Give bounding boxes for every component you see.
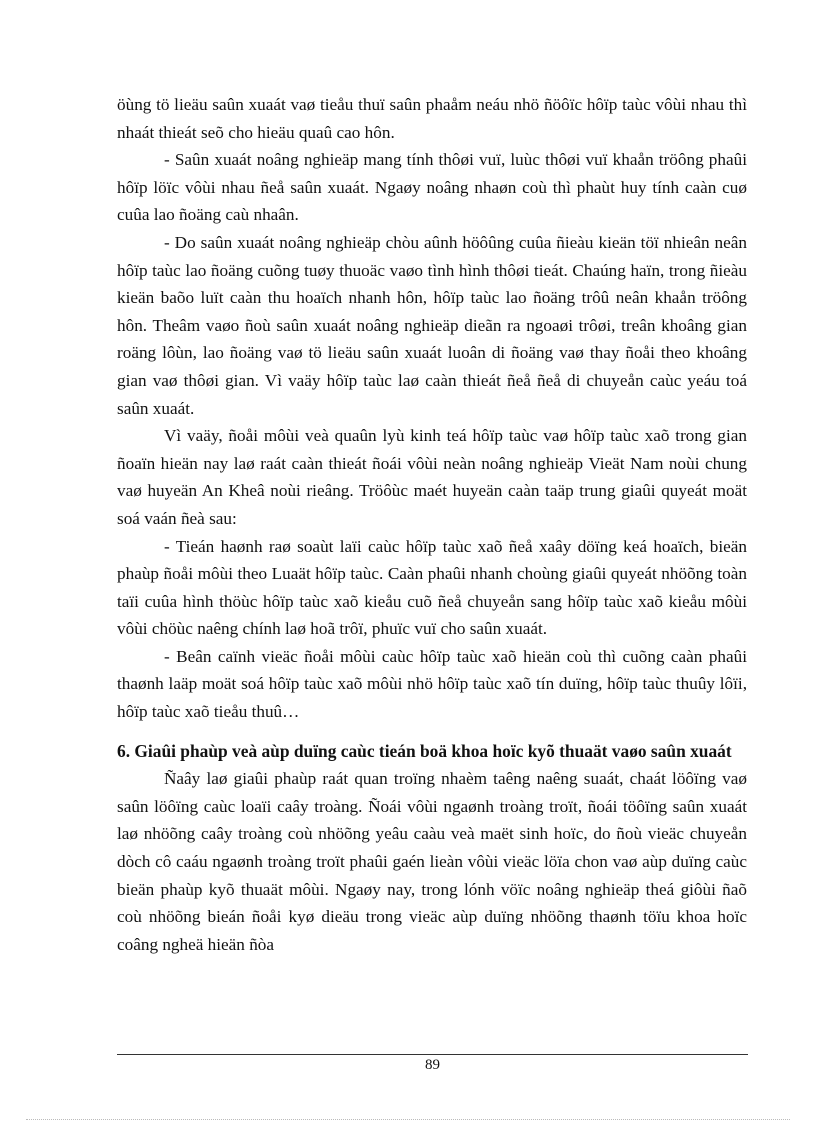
bullet-paragraph: - Saûn xuaát noâng nghieäp mang tính thôøi vuï, luùc thôøi vuï khaån tröông phaûi hôïp löïc vôùi nhau ñeå saûn xuaát. Ngaøy noâng nhaøn coù thì phaùt huy tính caàn cuø cuûa lao ñoäng caù nhaân. [117,150,747,225]
body-paragraph: Ñaây laø giaûi phaùp raát quan troïng nhaèm taêng naêng suaát, chaát löôïng vaø saûn löôïng caùc loaïi caây troàng. Ñoái vôùi ngaønh troàng troït, ñoái töôïng saûn xuaát laø nhöõng caây troàng coù nhöõng yeâu caàu veà maët sinh hoïc, do ñoù vieäc chuyeån dòch cô caáu ngaønh troàng troït phaûi gaén lieàn vôùi vieäc löïa chon vaø aùp duïng caùc bieän phaùp kyõ thuaät môùi. Ngaøy nay, trong lónh vöïc noâng nghieäp theá giôùi ñaõ coù nhöõng bieán ñoåi kyø dieäu trong vieäc aùp duïng nhöõng thaønh töïu khoa hoïc coâng ngheä hieän ñòa [117,769,747,954]
bullet-paragraph: - Tieán haønh raø soaùt laïi caùc hôïp taùc xaõ ñeå xaây döïng keá hoaïch, bieän phaùp ñoåi môùi theo Luaät hôïp taùc. Caàn phaûi nhanh choùng giaûi quyeát nhöõng toàn taïi cuûa hình thöùc hôïp taùc xaõ kieåu cuõ ñeå chuyeån sang hôïp taùc xaõ kieåu môùi vôùi chöùc naêng chính laø hoã trôï, phuïc vuï cho saûn xuaát. [117,536,747,639]
page-bottom-border [26,1119,790,1120]
body-paragraph: Vì vaäy, ñoåi môùi veà quaûn lyù kinh teá hôïp taùc vaø hôïp taùc xaõ trong gian ñoaïn hieän nay laø raát caàn thieát ñoái vôùi neàn noâng nghieäp Vieät Nam noùi chung vaø huyeän An Kheâ noùi rieâng. Tröôùc maét huyeän caàn taäp trung giaûi quyeát moät soá vaán ñeà sau: [117,426,747,528]
page-number: 89 [425,1057,440,1073]
paragraph-continuation: öùng tö lieäu saûn xuaát vaø tieåu thuï saûn phaåm neáu nhö ñöôïc hôïp taùc vôùi nhau thì nhaát thieát seõ cho hieäu quaû cao hôn. [117,95,747,142]
page-body [117,91,747,958]
bullet-paragraph: - Beân caïnh vieäc ñoåi môùi caùc hôïp taùc xaõ hieän coù thì cuõng caàn phaûi thaønh laäp moät soá hôïp taùc xaõ môùi nhö hôïp taùc xaõ tín duïng, hôïp taùc thuûy lôïi, hôïp taùc xaõ tieåu thuû… [117,646,747,722]
section-heading: 6. Giaûi phaùp veà aùp duïng caùc tieán boä khoa hoïc kyõ thuaät vaøo saûn xuaát [117,740,732,761]
bullet-paragraph: - Do saûn xuaát noâng nghieäp chòu aûnh höôûng cuûa ñieàu kieän töï nhieân neân hôïp taùc lao ñoäng cuõng tuøy thuoäc vaøo tình hình thôøi tieát. Chaúng haïn, trong ñieàu kieän baõo luït caàn thu hoaïch nhanh hôn, hôïp taùc lao ñoäng trôû neân khaån tröông hôn. Theâm vaøo ñoù saûn xuaát noâng nghieäp dieãn ra ngoaøi trôøi, treân khoâng gian roäng lôùn, lao ñoäng vaø tö lieäu saûn xuaát luoân di ñoäng vaø thay ñoåi theo khoâng gian vaø thôøi gian. Vì vaäy hôïp taùc laø caàn thieát ñeå ñeå di chuyeån caùc yeáu toá saûn xuaát. [117,232,747,418]
